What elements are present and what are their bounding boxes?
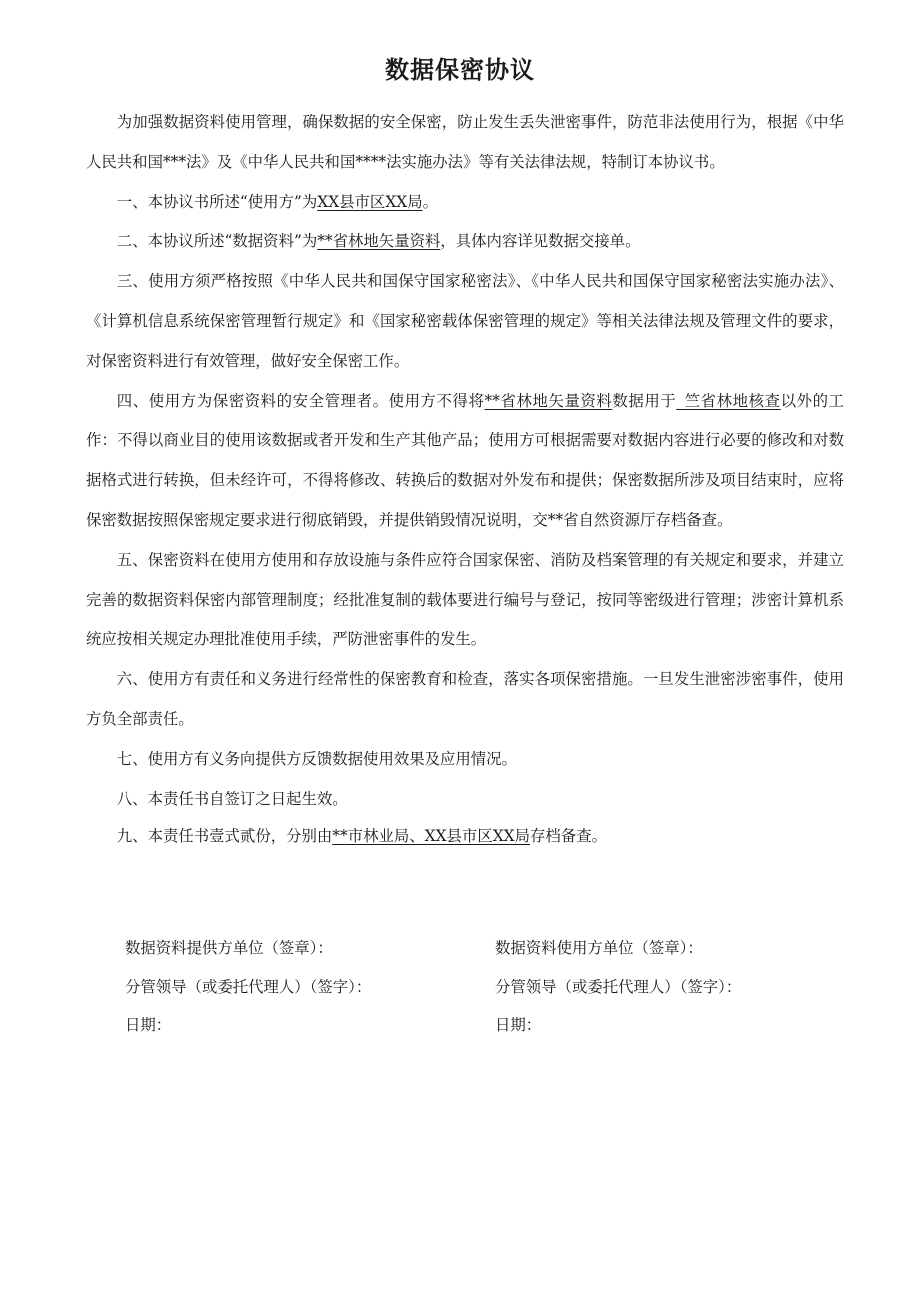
user-date: 日期： [495,1016,542,1034]
user-leader-signature: 分管领导（或委托代理人）（签字）： [495,978,742,996]
user-party-fill: XX县市区XX局 [317,192,423,211]
clause-9-end: 存档备查。 [530,827,607,846]
clause-1-end: 。 [422,192,439,211]
clause-4 [86,382,844,541]
clause-7: 七、使用方有义务向提供方反馈数据使用效果及应用情况。 [116,749,517,768]
provider-leader-signature: 分管领导（或委托代理人）（签字）： [125,978,372,996]
provider-date: 日期： [125,1016,172,1034]
data-name-fill: **省林地矢量资料 [484,391,613,410]
agreement-body [86,103,844,853]
clause-6: 六、使用方有责任和义务进行经常性的保密教育和检查，落实各项保密措施。一旦发生泄密涉密事件，使用方负全部责任。 [86,670,844,728]
provider-unit-seal: 数据资料提供方单位（签章）： [125,939,333,957]
clause-5: 五、保密资料在使用方使用和存放设施与条件应符合国家保密、消防及档案管理的有关规定和要求，并建立完善的数据资料保密内部管理制度；经批准复制的载体要进行编号与登记，按同等密级进行管理；涉密计算机系统应按相关规定办理批准使用手续，严防泄密事件的发生。 [86,550,844,649]
archive-parties-fill: **市林业局、XX县市区XX局 [332,827,531,846]
purpose-fill: _竺省林地核查 [676,391,781,410]
clause-2 [86,222,844,262]
clause-9-text: 九、本责任书壹式贰份，分别由 [116,827,333,846]
clause-8: 八、本责任书自签订之日起生效。 [116,789,348,808]
clause-9 [86,819,844,853]
clause-1 [86,183,844,223]
clause-2-end: ，具体内容详见数据交接单。 [440,232,641,251]
clause-4-text: 四、使用方为保密资料的安全管理者。使用方不得将 [116,391,485,410]
clause-3: 三、使用方须严格按照《中华人民共和国保守国家秘密法》、《中华人民共和国保守国家秘密法实施办法》、《计算机信息系统保密管理暂行规定》和《国家秘密载体保密管理的规定》等相关法律法规及管理文件的要求，对保密资料进行有效管理，做好安全保密工作。 [86,272,844,370]
intro-paragraph: 为加强数据资料使用管理，确保数据的安全保密，防止发生丢失泄密事件，防范非法使用行为，根据《中华人民共和国***法》及《中华人民共和国****法实施办法》等有关法律法规，特制订本协议书。 [86,113,844,171]
clause-4-mid: 数据用于 [612,391,677,410]
clause-2-text: 二、本协议所述“数据资料”为 [116,232,318,251]
data-material-fill: **省林地矢量资料 [317,232,441,251]
clause-4-rest: 以外的工作：不得以商业目的使用该数据或者开发和生产其他产品；使用方可根据需要对数据内容进行必要的修改和对数据格式进行转换，但未经许可，不得将修改、转换后的数据对外发布和提供；保密数据所涉及项目结束时，应将保密数据按照保密规定要求进行彻底销毁，并提供销毁情况说明，交**省自然资源厅存档备查。 [86,391,844,529]
clause-1-text: 一、本协议书所述“使用方”为 [116,192,318,211]
document-title: 数据保密协议 [385,56,535,84]
user-unit-seal: 数据资料使用方单位（签章）： [495,939,703,957]
